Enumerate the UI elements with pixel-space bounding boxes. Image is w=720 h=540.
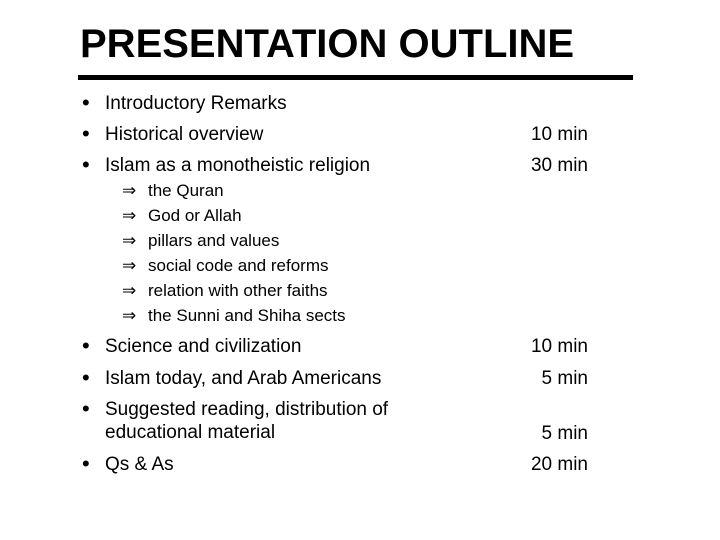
- outline-item-suggested-reading-time: 5 min: [541, 423, 588, 444]
- sub-item-sects: the Sunni and Shiha sects: [148, 306, 346, 325]
- arrow-icon: ⇒: [122, 306, 137, 325]
- bullet-icon: •: [82, 365, 90, 390]
- arrow-icon: ⇒: [122, 231, 137, 250]
- arrow-icon: ⇒: [122, 281, 137, 300]
- outline-item-science: Science and civilization: [105, 336, 302, 357]
- bullet-icon: •: [82, 121, 90, 146]
- arrow-icon: ⇒: [122, 206, 137, 225]
- slide-title: PRESENTATION OUTLINE: [80, 22, 575, 66]
- sub-item-quran: the Quran: [148, 181, 224, 200]
- sub-item-social-code: social code and reforms: [148, 256, 329, 275]
- bullet-icon: •: [82, 396, 90, 421]
- bullet-icon: •: [82, 90, 90, 115]
- outline-item-islam-monotheistic-time: 30 min: [530, 155, 588, 176]
- bullet-icon: •: [82, 451, 90, 476]
- outline-item-historical-time: 10 min: [530, 124, 588, 145]
- sub-item-pillars: pillars and values: [148, 231, 280, 250]
- sub-item-other-faiths: relation with other faiths: [148, 281, 328, 300]
- bullet-icon: •: [82, 333, 90, 358]
- outline-item-islam-today-time: 5 min: [541, 368, 588, 389]
- outline-item-islam-monotheistic: Islam as a monotheistic religion: [105, 155, 371, 176]
- bullet-icon: •: [82, 152, 90, 177]
- outline-item-suggested-reading-line2: educational material: [105, 422, 276, 443]
- outline-item-historical: Historical overview: [105, 124, 264, 145]
- title-underline: [78, 75, 633, 80]
- arrow-icon: ⇒: [122, 181, 137, 200]
- outline-item-qs-as: Qs & As: [105, 454, 174, 475]
- arrow-icon: ⇒: [122, 256, 137, 275]
- sub-item-god: God or Allah: [148, 206, 242, 225]
- outline-item-science-time: 10 min: [530, 336, 588, 357]
- outline-item-islam-today: Islam today, and Arab Americans: [105, 368, 382, 389]
- outline-item-introductory: Introductory Remarks: [105, 93, 287, 114]
- outline-item-qs-as-time: 20 min: [530, 454, 588, 475]
- outline-item-suggested-reading: Suggested reading, distribution of: [105, 399, 389, 420]
